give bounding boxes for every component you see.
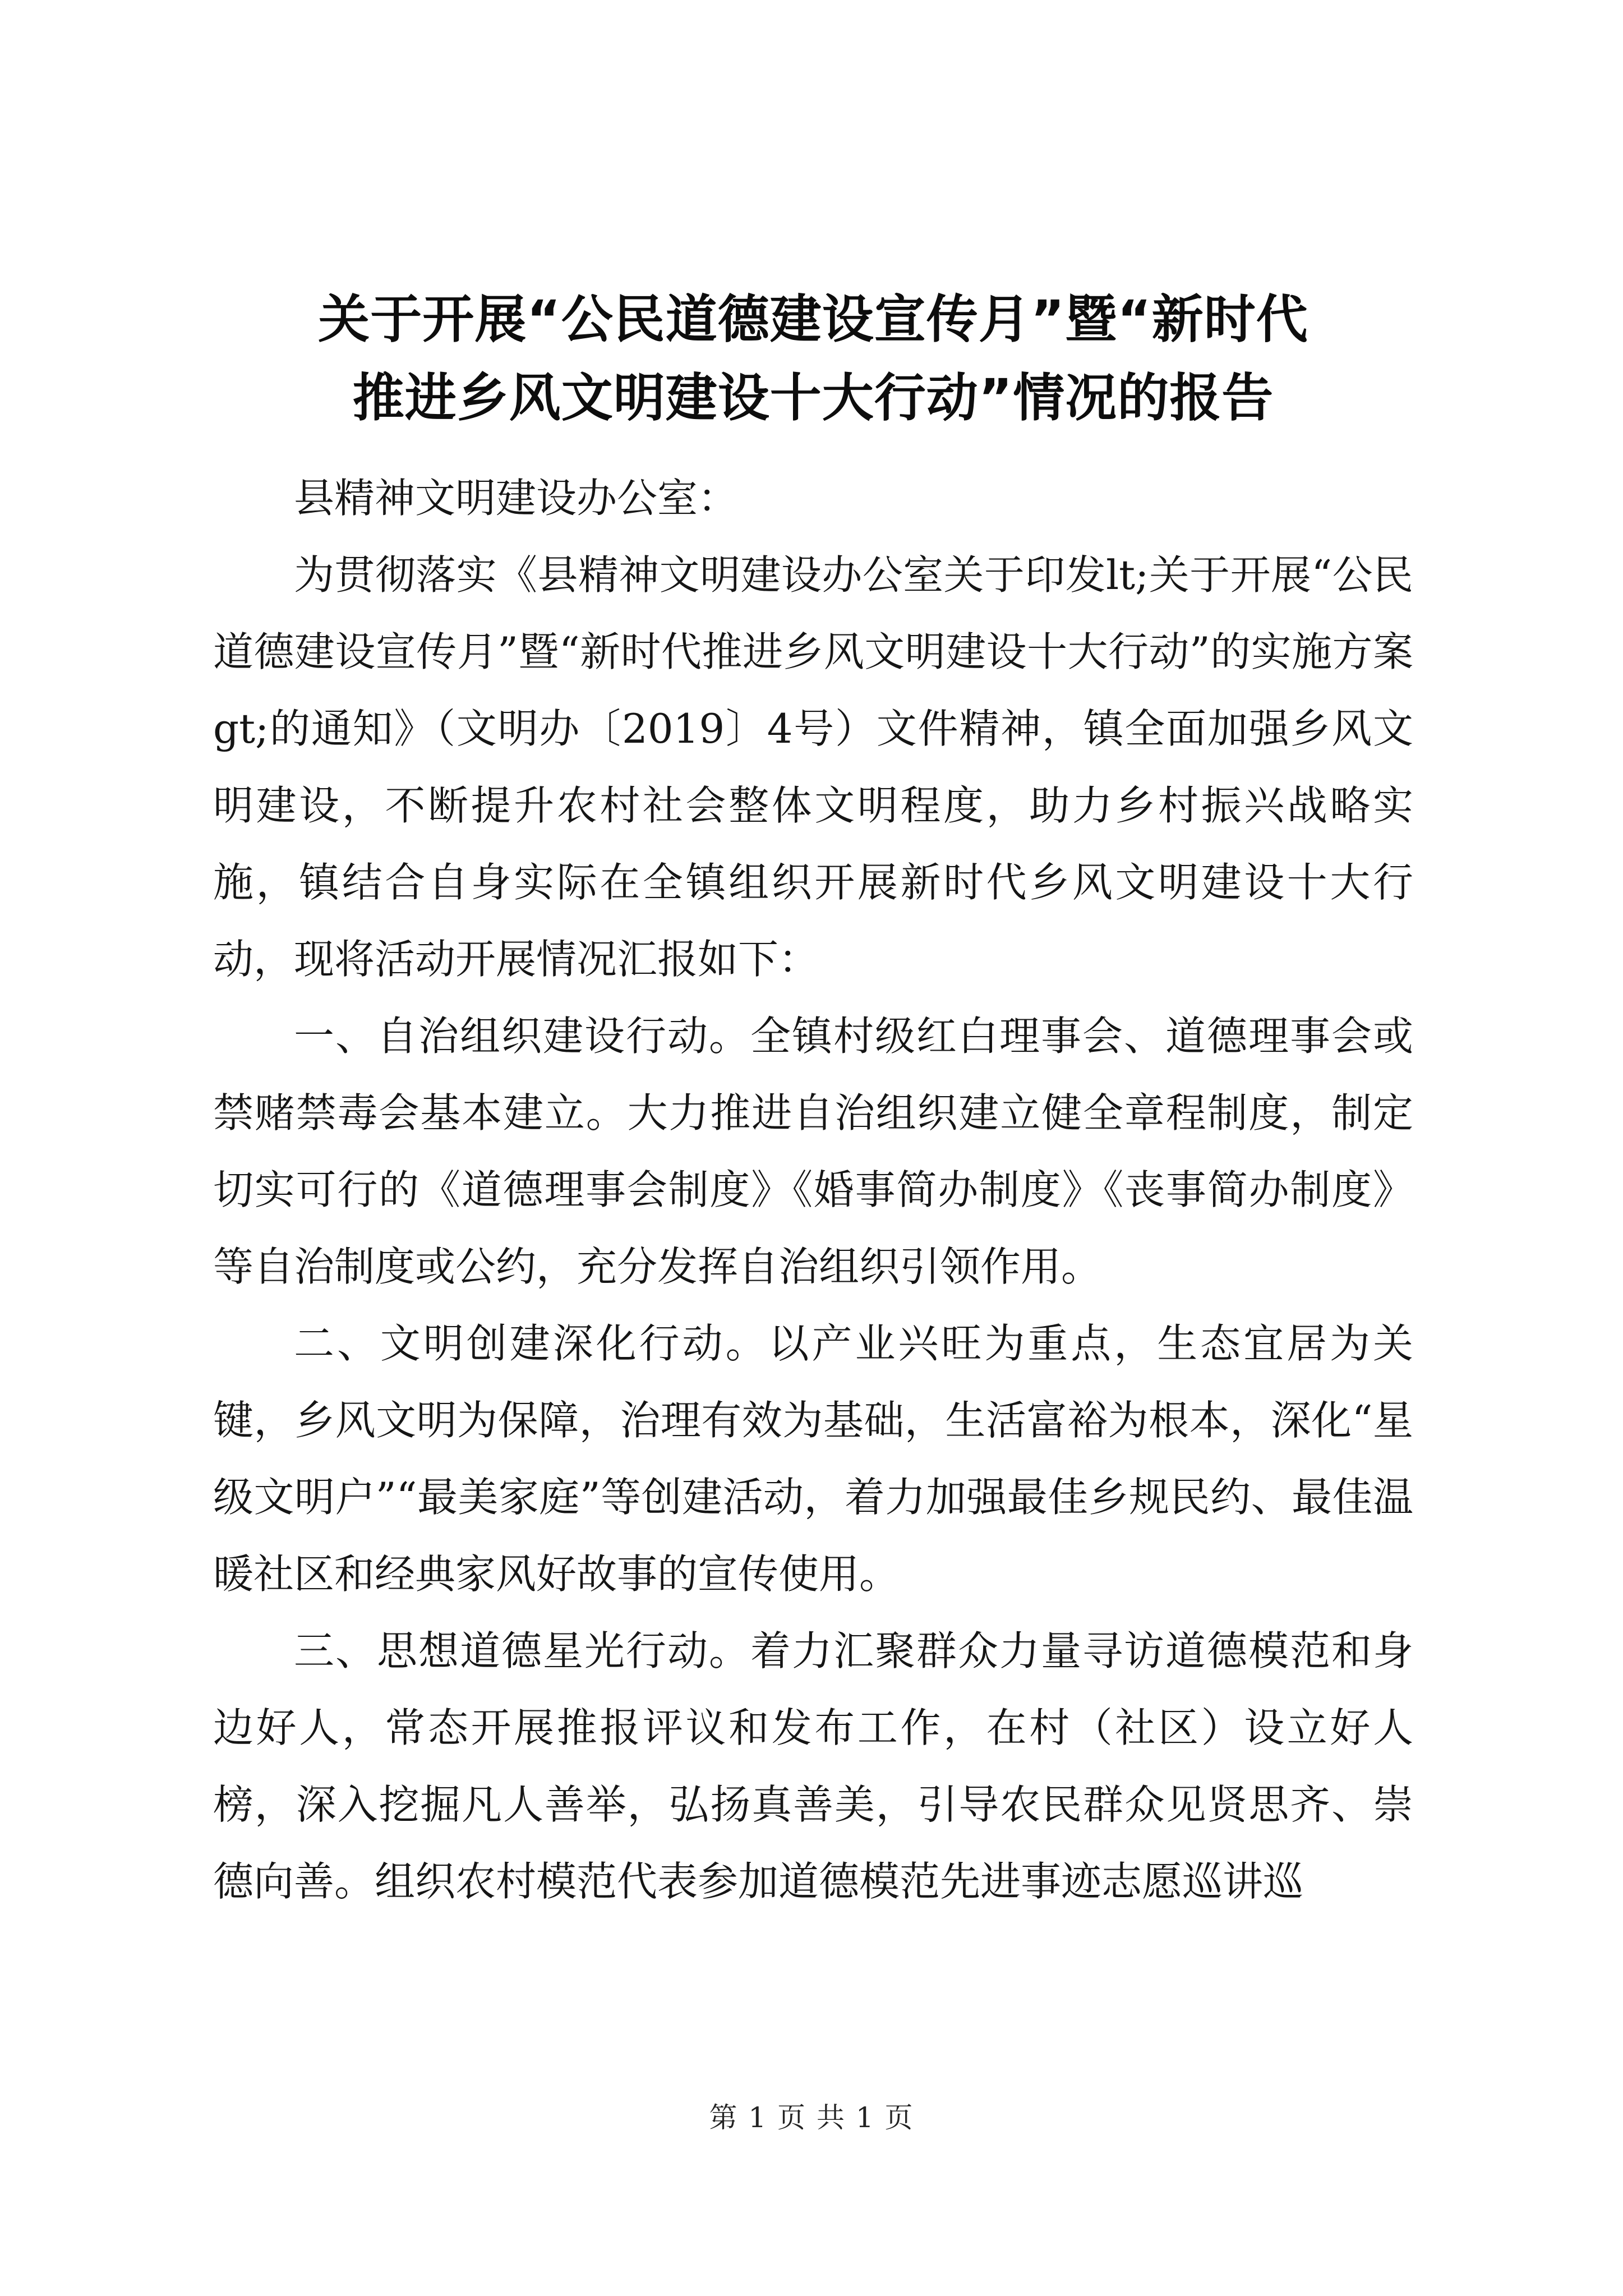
page-number-footer: 第 1 页 共 1 页 — [709, 2101, 914, 2134]
paragraph-section-3: 三、思想道德星光行动。着力汇聚群众力量寻访道德模范和身边好人，常态开展推报评议和发布工作，在村（社区）设立好人榜，深入挖掘凡人善举，弘扬真善美，引导农民群众见贤思齐、崇德向善。组织农村模范代表参加道德模范先进事迹志愿巡讲巡 — [213, 1627, 1413, 1905]
document-body — [213, 460, 1413, 1920]
title-line-1: 关于开展“公民道德建设宣传月”暨“新时代 — [318, 289, 1308, 349]
paragraph-section-2: 二、文明创建深化行动。以产业兴旺为重点，生态宜居为关键，乡风文明为保障，治理有效为基础，生活富裕为根本，深化“星级文明户”“最美家庭”等创建活动，着力加强最佳乡规民约、最佳温暖社区和经典家风好故事的宣传使用。 — [213, 1320, 1413, 1598]
paragraph-intro: 为贯彻落实《县精神文明建设办公室关于印发lt;关于开展“公民道德建设宣传月”暨“新时代推进乡风文明建设十大行动”的实施方案gt;的通知》（文明办〔2019〕4号）文件精神，镇全面加强乡风文明建设，不断提升农村社会整体文明程度，助力乡村振兴战略实施，镇结合自身实际在全镇组织开展新时代乡风文明建设十大行动，现将活动开展情况汇报如下： — [213, 551, 1413, 983]
salutation: 县精神文明建设办公室： — [294, 475, 739, 522]
title-line-2: 推进乡风文明建设十大行动”情况的报告 — [352, 368, 1274, 428]
document-title — [213, 280, 1413, 438]
paragraph-section-1: 一、自治组织建设行动。全镇村级红白理事会、道德理事会或禁赌禁毒会基本建立。大力推进自治组织建立健全章程制度，制定切实可行的《道德理事会制度》《婚事简办制度》《丧事简办制度》等自治制度或公约，充分发挥自治组织引领作用。 — [213, 1013, 1413, 1290]
